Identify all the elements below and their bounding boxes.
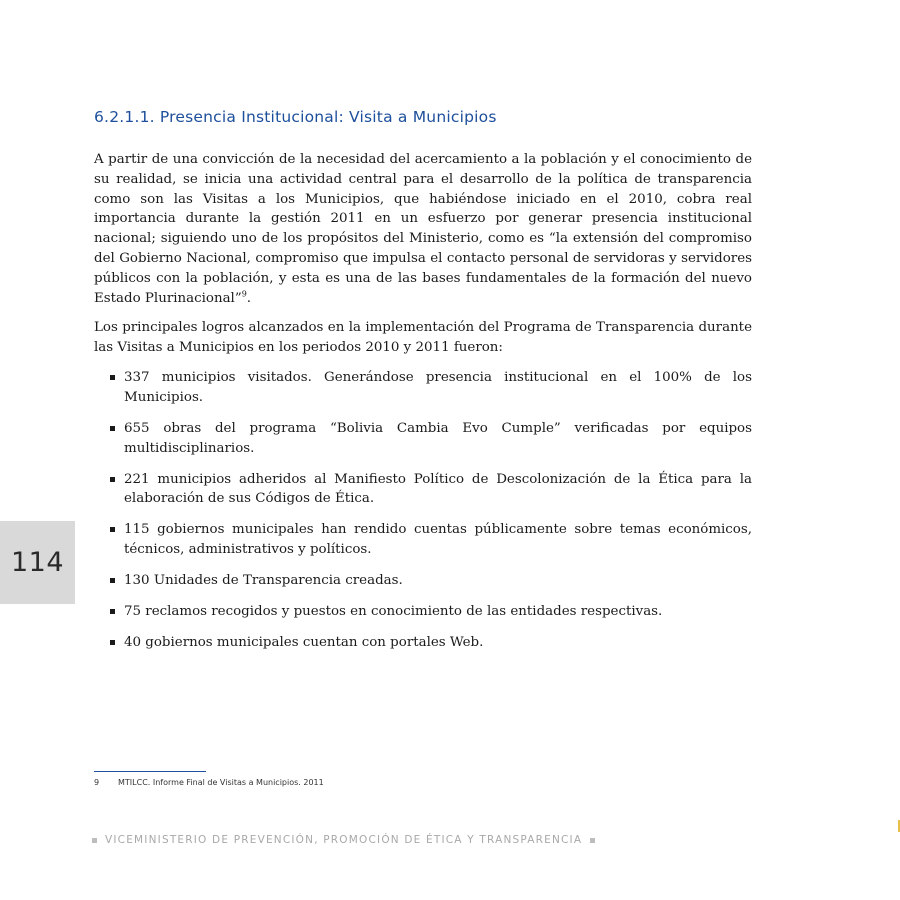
intro-paragraph (94, 150, 752, 308)
square-bullet-icon (110, 477, 115, 482)
list-item-text: 337 municipios visitados. Generándose presencia institucional en el 100% de los Municipios. (124, 369, 752, 405)
list-item (94, 571, 752, 591)
list-item (94, 470, 752, 510)
list-item-text: 655 obras del programa “Bolivia Cambia Evo Cumple” verificadas por equipos multidisciplinarios. (124, 420, 752, 456)
achievements-list (94, 368, 752, 653)
section-heading: 6.2.1.1. Presencia Institucional: Visita a Municipios (94, 108, 497, 126)
square-bullet-icon (110, 578, 115, 583)
footnote-text: MTILCC. Informe Final de Visitas a Municipios. 2011 (118, 778, 324, 787)
list-item (94, 602, 752, 622)
square-bullet-icon (110, 609, 115, 614)
page-footer (92, 834, 595, 846)
square-bullet-icon (110, 375, 115, 380)
footnote-divider (94, 771, 206, 772)
square-bullet-icon (110, 640, 115, 645)
intro-paragraph-tail: . (246, 290, 252, 306)
list-item (94, 368, 752, 408)
list-item-text: 115 gobiernos municipales han rendido cuentas públicamente sobre temas económicos, técnicos, administrativos y políticos. (124, 522, 752, 558)
list-item-text: 75 reclamos recogidos y puestos en conocimiento de las entidades respectivas. (124, 604, 663, 620)
page-content (94, 106, 752, 664)
footnote-number: 9 (94, 778, 100, 787)
list-item-text: 40 gobiernos municipales cuentan con portales Web. (124, 635, 484, 651)
square-bullet-icon (110, 426, 115, 431)
footer-square-right-icon (590, 838, 595, 843)
list-item (94, 520, 752, 560)
list-item-text: 130 Unidades de Transparencia creadas. (124, 573, 403, 589)
achievements-intro-paragraph: Los principales logros alcanzados en la implementación del Programa de Transparencia durante las Visitas a Municipios en los periodos 2010 y 2011 fueron: (94, 320, 752, 356)
page-number-tab (0, 521, 75, 604)
footer-square-left-icon (92, 838, 97, 843)
footnote-reference[interactable]: 9 (241, 289, 247, 299)
list-item (94, 633, 752, 653)
intro-paragraph-text: A partir de una convicción de la necesidad del acercamiento a la población y el conocimiento de su realidad, se inicia una actividad central para el desarrollo de la política de transparencia como son las Visitas a los Municipios, que habiéndose iniciado en el 2010, cobra real importancia durante la gestión 2011 en un esfuerzo por generar presencia institucional nacional; siguiendo uno de los propósitos del Ministerio, como es “la extensión del compromiso del Gobierno Nacional, compromiso que impulsa el contacto personal de servidoras y servidores públicos con la población, y esta es una de las bases fundamentales de la formación del nuevo Estado Plurinacional” (94, 152, 752, 306)
footer-text: VICEMINISTERIO DE PREVENCIÓN, PROMOCIÓN DE ÉTICA Y TRANSPARENCIA (105, 834, 583, 846)
page-number: 114 (10, 547, 65, 578)
list-item (94, 419, 752, 459)
square-bullet-icon (110, 527, 115, 532)
list-item-text: 221 municipios adheridos al Manifiesto Político de Descolonización de la Ética para la elaboración de sus Códigos de Ética. (124, 471, 752, 507)
footnote (94, 778, 324, 787)
